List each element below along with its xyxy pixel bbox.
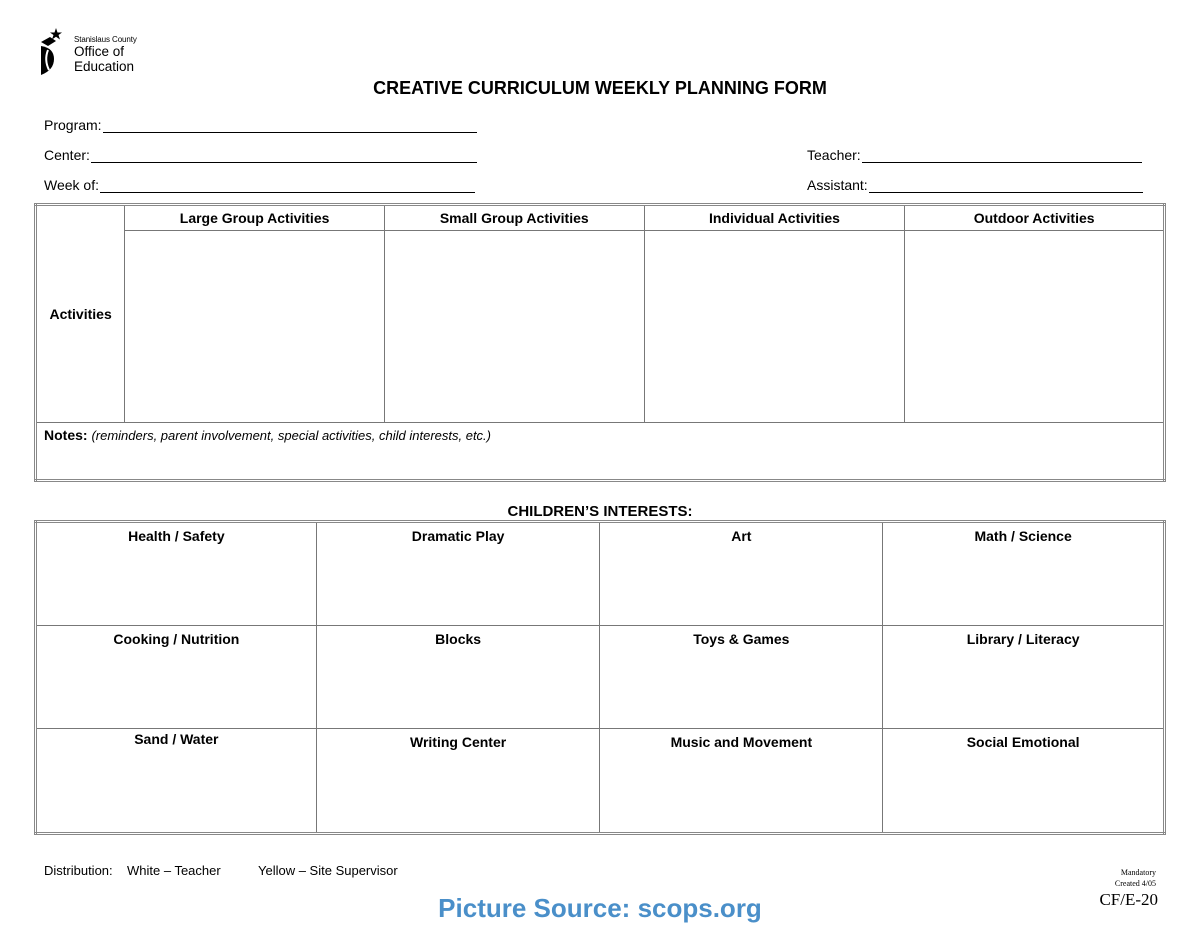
children-interests-title: CHILDREN’S INTERESTS: [507, 503, 693, 520]
assistant-label: Assistant: [807, 177, 868, 193]
outdoor-cell[interactable] [905, 231, 1165, 423]
logo-text [74, 36, 137, 73]
center-input-line[interactable] [91, 148, 477, 163]
week-of-label: Week of: [44, 177, 99, 193]
distribution-label: Distribution: [44, 863, 113, 878]
center-label: Center: [44, 147, 90, 163]
interest-cell[interactable]: Library / Literacy [883, 626, 1165, 729]
interest-cell[interactable]: Sand / Water [36, 729, 317, 834]
assistant-field[interactable] [807, 177, 1143, 193]
created-text: Created 4/05 [1114, 879, 1156, 888]
small-group-cell[interactable] [384, 231, 644, 423]
header-small-group: Small Group Activities [384, 205, 644, 231]
interest-cell[interactable]: Cooking / Nutrition [36, 626, 317, 729]
assistant-input-line[interactable] [869, 178, 1143, 193]
children-interests-table [34, 520, 1166, 835]
interest-cell[interactable]: Social Emotional [883, 729, 1165, 834]
teacher-label: Teacher: [807, 147, 861, 163]
teacher-input-line[interactable] [862, 148, 1142, 163]
program-label: Program: [44, 117, 102, 133]
form-title: CREATIVE CURRICULUM WEEKLY PLANNING FORM [373, 78, 827, 98]
large-group-cell[interactable] [125, 231, 385, 423]
notes-hint: (reminders, parent involvement, special activities, child interests, etc.) [91, 428, 491, 443]
interest-cell[interactable]: Health / Safety [36, 522, 317, 626]
program-field[interactable] [44, 117, 477, 133]
header-individual: Individual Activities [644, 205, 905, 231]
picture-source-caption: Picture Source: scops.org [438, 893, 762, 923]
week-of-input-line[interactable] [100, 178, 475, 193]
individual-cell[interactable] [644, 231, 905, 423]
notes-label: Notes: [44, 427, 88, 443]
mandatory-text: Mandatory [1120, 868, 1156, 877]
interest-cell[interactable]: Dramatic Play [316, 522, 600, 626]
form-code: CF/E-20 [1099, 890, 1158, 909]
mandatory-note [1115, 867, 1156, 889]
week-of-field[interactable] [44, 177, 475, 193]
distribution-yellow: Yellow – Site Supervisor [258, 863, 398, 878]
logo-line3: Education [74, 58, 135, 74]
activities-table [34, 203, 1166, 482]
logo-line2: Office of [74, 44, 125, 59]
notes-cell[interactable] [36, 423, 1165, 481]
activities-row-label: Activities [36, 205, 125, 423]
teacher-field[interactable] [807, 147, 1142, 163]
header-outdoor: Outdoor Activities [905, 205, 1165, 231]
header-large-group: Large Group Activities [125, 205, 385, 231]
program-input-line[interactable] [103, 118, 477, 133]
interest-cell[interactable]: Music and Movement [600, 729, 883, 834]
center-field[interactable] [44, 147, 477, 163]
distribution-white: White – Teacher [127, 863, 221, 878]
interest-cell[interactable]: Art [600, 522, 883, 626]
interest-cell[interactable]: Math / Science [883, 522, 1165, 626]
logo-line1: Stanislaus County [74, 35, 137, 44]
interest-cell[interactable]: Writing Center [316, 729, 600, 834]
interest-cell[interactable]: Blocks [316, 626, 600, 729]
interest-cell[interactable]: Toys & Games [600, 626, 883, 729]
